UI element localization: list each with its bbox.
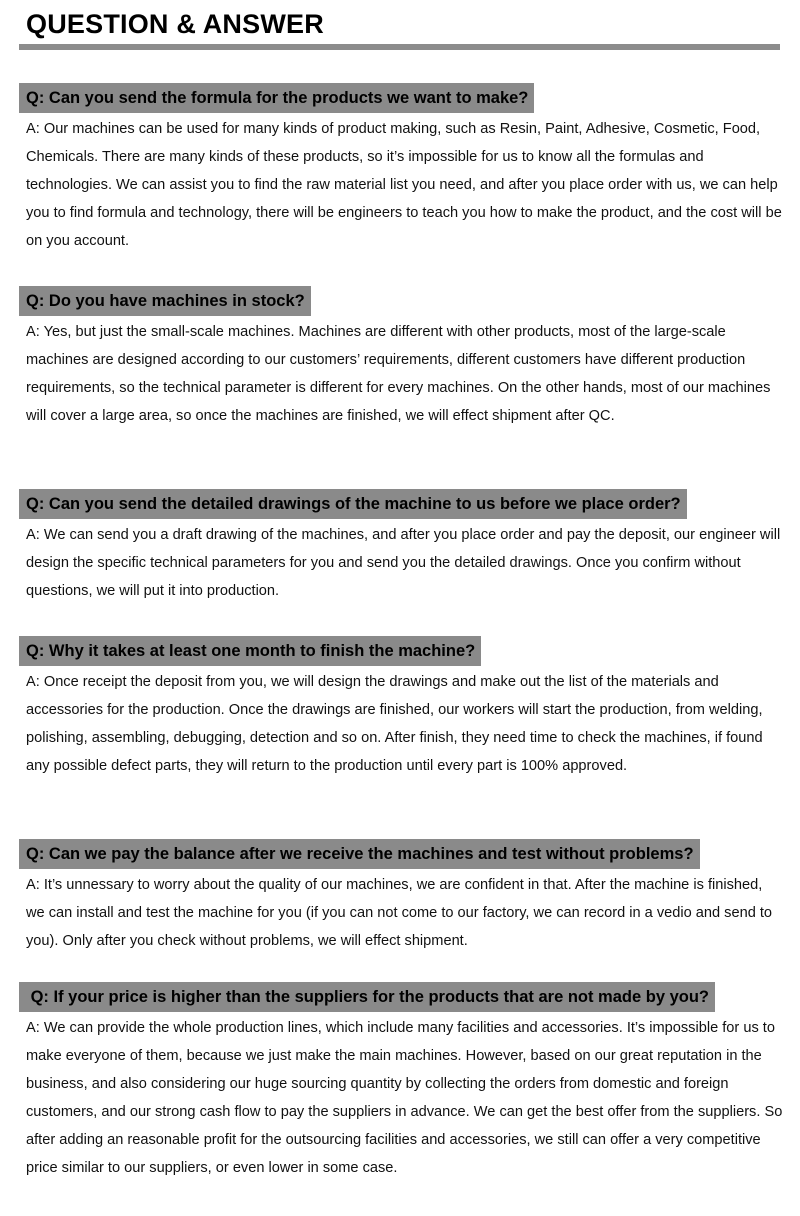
faq-question: Q: Why it takes at least one month to finish the machine? <box>19 636 481 666</box>
faq-question: Q: Can you send the detailed drawings of the machine to us before we place order? <box>19 489 687 519</box>
faq-question: Q: If your price is higher than the suppliers for the products that are not made by you? <box>19 982 715 1012</box>
faq-answer: A: We can provide the whole production lines, which include many facilities and accessories. It’s impossible for us to make everyone of them, because we just make the main machines. However, based on our great reputation in the business, and also considering our huge sourcing quantity by collecting the orders from domestic and foreign customers, and our strong cash flow to pay the suppliers in advance. We can get the best offer from the suppliers. So after adding an reasonable profit for the outsourcing facilities and accessories, we still can offer a very competitive price similar to our suppliers, or even lower in some case. <box>26 1020 783 1176</box>
faq-answer: A: Our machines can be used for many kinds of product making, such as Resin, Paint, Adhesive, Cosmetic, Food, Chemicals. There are many kinds of these products, so it’s impossible for us to know all the formulas and technologies. We can assist you to find the raw material list you need, and after you place order with us, we can help you to find formula and technology, there will be engineers to teach you how to make the product, and the cost will be on you account. <box>26 121 782 249</box>
faq-answer: A: It’s unnessary to worry about the quality of our machines, we are confident in that. After the machine is finished, we can install and test the machine for you (if you can not come to our factory, we can record in a vedio and send to you). Only after you check without problems, we will effect shipment. <box>26 877 773 949</box>
faq-answer: A: We can send you a draft drawing of the machines, and after you place order and pay the deposit, our engineer will design the specific technical parameters for you and send you the detailed drawings. Once you confirm without questions, we will put it into production. <box>26 527 781 599</box>
faq-answer: A: Once receipt the deposit from you, we will design the drawings and make out the list of the materials and accessories for the production. Once the drawings are finished, our workers will start the production, from welding, polishing, assembling, debugging, detection and so on. After finish, they need time to check the machines, if found any possible defect parts, they will return to the production until every part is 100% approved. <box>26 674 763 774</box>
faq-question: Q: Do you have machines in stock? <box>19 286 311 316</box>
page-title: QUESTION & ANSWER <box>26 9 324 39</box>
faq-answer: A: Yes, but just the small-scale machines. Machines are different with other products, most of the large-scale machines are designed according to our customers’ requirements, different customers have different production requirements, so the technical parameter is different for every machines. On the other hands, most of our machines will cover a large area, so once the machines are finished, we will effect shipment after QC. <box>26 324 771 424</box>
faq-question: Q: Can you send the formula for the products we want to make? <box>19 83 534 113</box>
faq-question: Q: Can we pay the balance after we receive the machines and test without problems? <box>19 839 700 869</box>
title-divider <box>19 44 780 50</box>
